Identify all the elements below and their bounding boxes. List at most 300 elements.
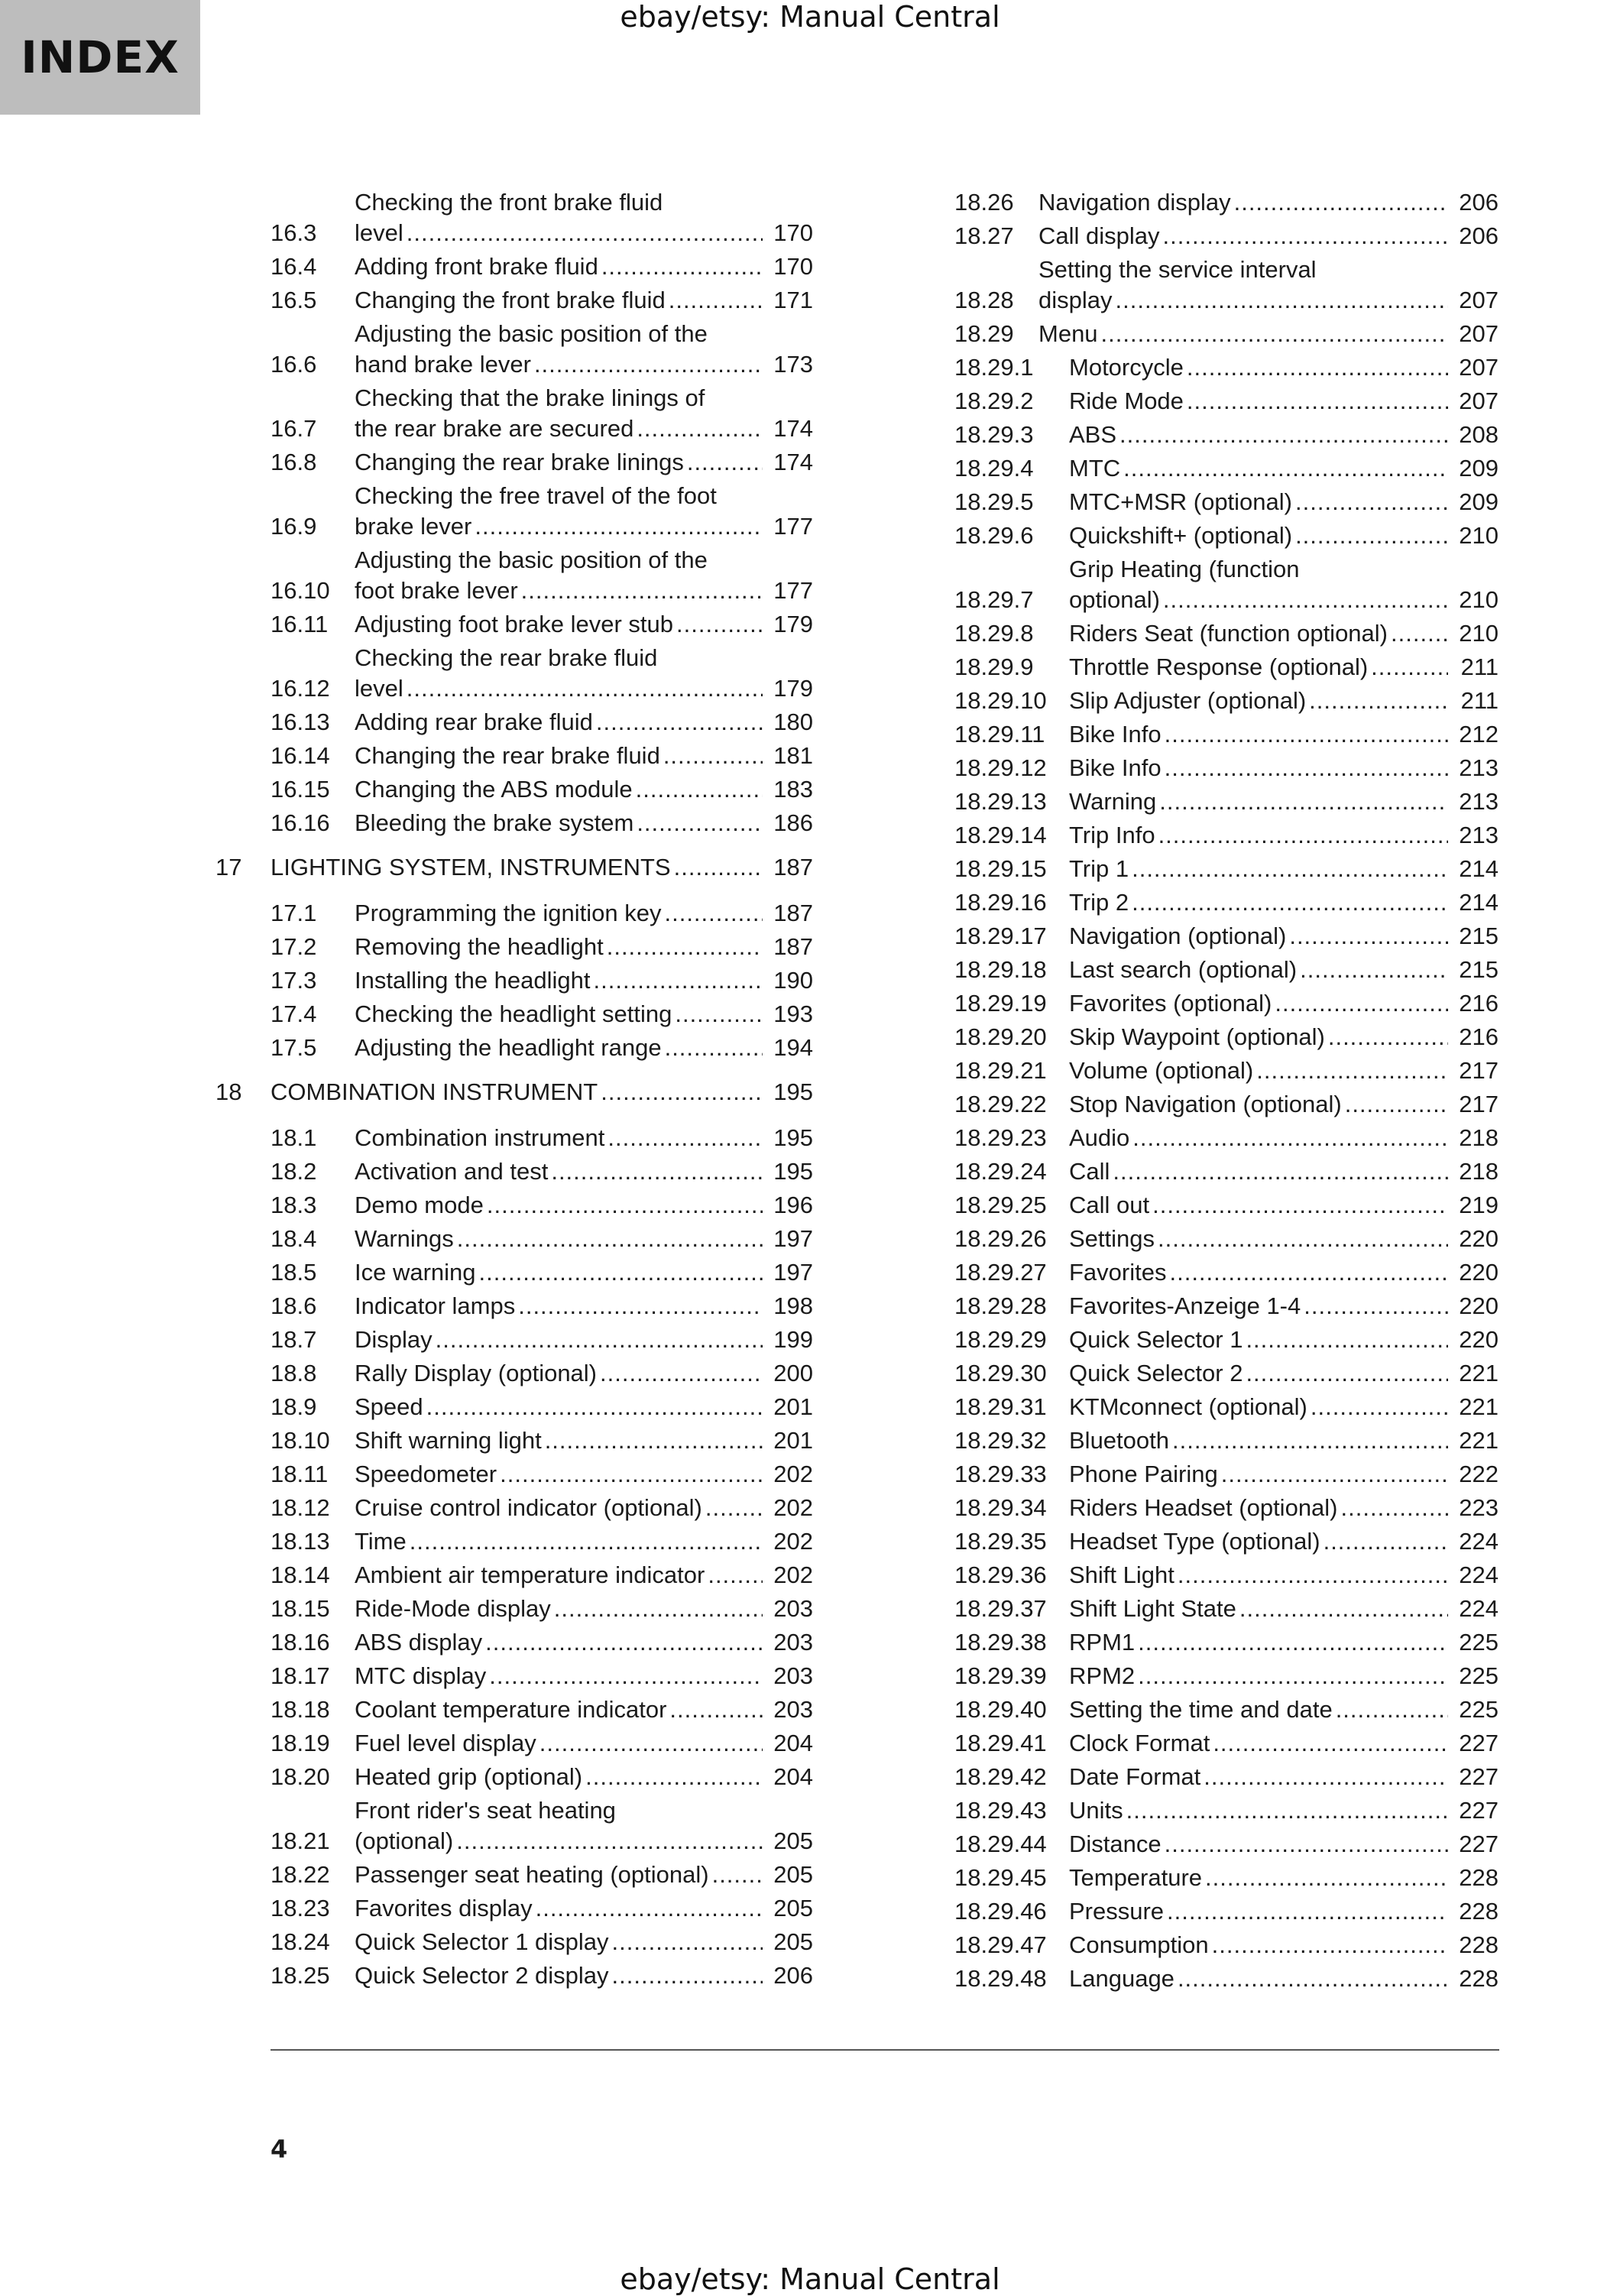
toc-entry-title: Menu xyxy=(1038,320,1098,347)
dot-leader xyxy=(1204,1762,1448,1792)
toc-entry[interactable] xyxy=(271,1156,813,1187)
toc-entry-number: 18.6 xyxy=(271,1292,317,1319)
toc-entry[interactable] xyxy=(954,187,1498,218)
toc-entry-page: 225 xyxy=(1459,1629,1498,1656)
toc-entry-number: 17 xyxy=(215,854,242,880)
toc-entry[interactable] xyxy=(271,741,813,771)
toc-entry[interactable] xyxy=(954,1627,1498,1658)
toc-entry[interactable] xyxy=(954,686,1498,716)
toc-entry[interactable] xyxy=(271,1860,813,1890)
toc-entry[interactable] xyxy=(954,1392,1498,1422)
toc-chapter-entry[interactable] xyxy=(215,852,813,883)
toc-entry-title-line: Adjusting the basic position of the xyxy=(355,546,708,573)
toc-entry-number: 18.14 xyxy=(271,1561,330,1588)
toc-entry-number: 18.29.20 xyxy=(954,1023,1047,1050)
toc-entry-number: 18.22 xyxy=(271,1861,330,1888)
dot-leader xyxy=(1309,686,1448,716)
toc-entry[interactable] xyxy=(271,1123,813,1153)
toc-entry-number: 18.29.40 xyxy=(954,1696,1047,1723)
toc-entry[interactable] xyxy=(954,487,1498,517)
toc-entry[interactable] xyxy=(954,719,1498,750)
toc-entry-number: 18.29.31 xyxy=(954,1393,1047,1420)
footer-watermark: ebay/etsy: Manual Central xyxy=(620,2262,1000,2296)
toc-entry[interactable] xyxy=(271,999,813,1030)
toc-entry-page: 208 xyxy=(1459,421,1498,448)
toc-entry[interactable] xyxy=(271,609,813,640)
toc-entry[interactable] xyxy=(954,887,1498,918)
toc-entry-title: Consumption xyxy=(1069,1931,1209,1958)
dot-leader xyxy=(487,1190,763,1221)
dot-leader xyxy=(1132,887,1448,918)
toc-entry-page: 205 xyxy=(773,1827,813,1854)
toc-entry-page: 181 xyxy=(773,742,813,769)
dot-leader xyxy=(1212,1930,1448,1960)
toc-entry-page: 217 xyxy=(1459,1091,1498,1117)
toc-entry[interactable] xyxy=(271,1893,813,1924)
toc-entry-title: display xyxy=(1038,287,1113,313)
toc-entry[interactable] xyxy=(954,1123,1498,1153)
toc-entry-number: 18.3 xyxy=(271,1192,317,1218)
dot-leader xyxy=(410,1526,763,1557)
dot-leader xyxy=(456,1826,763,1857)
dot-leader xyxy=(518,1291,763,1321)
dot-leader xyxy=(534,349,763,380)
toc-entry[interactable] xyxy=(954,453,1498,484)
toc-entry-title: Favorites display xyxy=(355,1895,533,1921)
toc-entry[interactable] xyxy=(271,1694,813,1725)
toc-entry-page: 205 xyxy=(773,1928,813,1955)
dot-leader xyxy=(1165,753,1448,783)
toc-entry[interactable] xyxy=(954,1089,1498,1120)
dot-leader xyxy=(705,1493,763,1523)
toc-entry-number: 18.4 xyxy=(271,1225,317,1252)
toc-entry[interactable] xyxy=(954,1594,1498,1624)
toc-entry-title: Warning xyxy=(1069,788,1157,815)
toc-entry-title: Navigation display xyxy=(1038,189,1231,216)
toc-entry-page: 187 xyxy=(773,854,813,880)
toc-entry[interactable] xyxy=(271,187,813,248)
toc-entry[interactable] xyxy=(954,1257,1498,1288)
dot-leader xyxy=(1295,487,1448,517)
dot-leader xyxy=(1205,1863,1448,1893)
toc-entry[interactable] xyxy=(271,481,813,542)
toc-entry-number: 18.16 xyxy=(271,1629,330,1656)
toc-entry-title: Volume (optional) xyxy=(1069,1057,1254,1084)
toc-entry[interactable] xyxy=(954,1190,1498,1221)
toc-entry-number: 18.29.15 xyxy=(954,855,1047,882)
toc-entry[interactable] xyxy=(954,1964,1498,1994)
toc-entry-title: MTC display xyxy=(355,1662,487,1689)
toc-entry-number: 16.6 xyxy=(271,351,317,378)
toc-entry-page: 177 xyxy=(773,577,813,604)
toc-entry-page: 212 xyxy=(1459,721,1498,747)
toc-entry-page: 225 xyxy=(1459,1662,1498,1689)
toc-entry-page: 170 xyxy=(773,219,813,246)
toc-entry-title: Favorites (optional) xyxy=(1069,990,1272,1017)
toc-entry[interactable] xyxy=(954,1358,1498,1389)
toc-entry-page: 221 xyxy=(1459,1427,1498,1454)
toc-entry-page: 220 xyxy=(1459,1225,1498,1252)
toc-entry[interactable] xyxy=(271,643,813,704)
toc-entry-page: 213 xyxy=(1459,754,1498,781)
toc-entry-number: 18.29.16 xyxy=(954,889,1047,916)
toc-chapter-entry[interactable] xyxy=(215,1077,813,1107)
toc-entry-page: 221 xyxy=(1459,1360,1498,1386)
toc-entry-page: 210 xyxy=(1459,522,1498,549)
toc-entry[interactable] xyxy=(271,1325,813,1355)
toc-entry-number: 18.20 xyxy=(271,1763,330,1790)
toc-entry[interactable] xyxy=(954,988,1498,1019)
toc-entry-title: hand brake lever xyxy=(355,351,531,378)
toc-entry[interactable] xyxy=(271,808,813,838)
toc-entry[interactable] xyxy=(271,1392,813,1422)
dot-leader xyxy=(1300,955,1448,985)
toc-entry[interactable] xyxy=(271,383,813,444)
toc-entry[interactable] xyxy=(271,1459,813,1490)
dot-leader xyxy=(612,1960,763,1991)
toc-entry-title: Bike Info xyxy=(1069,721,1162,747)
toc-entry-number: 18.7 xyxy=(271,1326,317,1353)
toc-entry[interactable] xyxy=(954,955,1498,985)
toc-entry-page: 204 xyxy=(773,1763,813,1790)
toc-entry-title: Bike Info xyxy=(1069,754,1162,781)
toc-entry[interactable] xyxy=(271,447,813,478)
dot-leader xyxy=(1295,520,1448,551)
toc-entry-number: 18.5 xyxy=(271,1259,317,1286)
toc-entry-page: 213 xyxy=(1459,822,1498,848)
toc-entry[interactable] xyxy=(271,1627,813,1658)
toc-entry-number: 18.29.24 xyxy=(954,1158,1047,1185)
dot-leader xyxy=(1158,820,1448,851)
toc-entry-title: MTC+MSR (optional) xyxy=(1069,488,1292,515)
toc-entry-number: 16.12 xyxy=(271,675,330,702)
toc-entry-title: Shift warning light xyxy=(355,1427,542,1454)
toc-entry-page: 214 xyxy=(1459,855,1498,882)
toc-entry-number: 18.9 xyxy=(271,1393,317,1420)
toc-entry-page: 216 xyxy=(1459,1023,1498,1050)
toc-entry-page: 225 xyxy=(1459,1696,1498,1723)
dot-leader xyxy=(687,447,763,478)
toc-entry-number: 18.29.19 xyxy=(954,990,1047,1017)
dot-leader xyxy=(665,1033,763,1063)
toc-entry-title: Last search (optional) xyxy=(1069,956,1298,983)
dot-leader xyxy=(1123,453,1448,484)
dot-leader xyxy=(1311,1392,1448,1422)
toc-entry[interactable] xyxy=(271,774,813,805)
dot-leader xyxy=(675,999,763,1030)
dot-leader xyxy=(1165,719,1448,750)
toc-entry-title-line: Adjusting the basic position of the xyxy=(355,320,708,347)
toc-entry[interactable] xyxy=(954,1291,1498,1321)
dot-leader xyxy=(545,1425,763,1456)
toc-entry-title: level xyxy=(355,219,403,246)
toc-entry[interactable] xyxy=(271,1425,813,1456)
toc-entry-number: 18.29.42 xyxy=(954,1763,1047,1790)
toc-entry-page: 203 xyxy=(773,1662,813,1689)
dot-leader xyxy=(669,285,763,316)
toc-entry-title-line: Checking the rear brake fluid xyxy=(355,644,658,671)
toc-entry[interactable] xyxy=(954,1694,1498,1725)
toc-entry-title-line: Checking that the brake linings of xyxy=(355,384,705,411)
toc-entry-title: Clock Format xyxy=(1069,1730,1210,1756)
toc-entry[interactable] xyxy=(271,1526,813,1557)
toc-entry-page: 202 xyxy=(773,1494,813,1521)
toc-entry-page: 218 xyxy=(1459,1124,1498,1151)
toc-entry[interactable] xyxy=(954,1863,1498,1893)
toc-entry[interactable] xyxy=(954,921,1498,952)
toc-entry[interactable] xyxy=(954,520,1498,551)
toc-entry-number: 18.29.23 xyxy=(954,1124,1047,1151)
toc-entry-page: 202 xyxy=(773,1461,813,1487)
toc-entry-page: 187 xyxy=(773,900,813,926)
toc-entry[interactable] xyxy=(954,1829,1498,1860)
toc-entry-title: Favorites-Anzeige 1-4 xyxy=(1069,1292,1301,1319)
toc-entry[interactable] xyxy=(271,1493,813,1523)
toc-entry-number: 18.29.18 xyxy=(954,956,1047,983)
toc-entry-title: Trip 1 xyxy=(1069,855,1129,882)
toc-entry[interactable] xyxy=(271,1728,813,1759)
dot-leader xyxy=(607,932,763,962)
dot-leader xyxy=(407,218,763,248)
toc-entry-title: Rally Display (optional) xyxy=(355,1360,598,1386)
toc-entry[interactable] xyxy=(954,1056,1498,1086)
toc-entry-page: 174 xyxy=(773,449,813,475)
toc-entry[interactable] xyxy=(271,898,813,929)
toc-entry[interactable] xyxy=(954,420,1498,450)
toc-entry-page: 203 xyxy=(773,1629,813,1656)
toc-entry-number: 18.29.33 xyxy=(954,1461,1047,1487)
toc-entry[interactable] xyxy=(954,1425,1498,1456)
toc-entry-number: 18.29.47 xyxy=(954,1931,1047,1958)
toc-entry[interactable] xyxy=(271,1594,813,1624)
toc-entry[interactable] xyxy=(954,352,1498,383)
toc-entry[interactable] xyxy=(271,1762,813,1792)
dot-leader xyxy=(1221,1459,1448,1490)
toc-entry-number: 16.13 xyxy=(271,709,330,735)
toc-entry[interactable] xyxy=(271,319,813,380)
toc-entry[interactable] xyxy=(954,753,1498,783)
toc-entry-page: 207 xyxy=(1459,320,1498,347)
toc-entry-number: 18.1 xyxy=(271,1124,317,1151)
toc-entry[interactable] xyxy=(954,820,1498,851)
toc-entry[interactable] xyxy=(271,1795,813,1857)
toc-entry-number: 18.29.37 xyxy=(954,1595,1047,1622)
toc-entry-page: 210 xyxy=(1459,620,1498,647)
toc-entry-title: Distance xyxy=(1069,1831,1162,1857)
toc-entry-title: Quick Selector 1 display xyxy=(355,1928,609,1955)
toc-entry[interactable] xyxy=(954,1560,1498,1591)
toc-entry-title: Adjusting foot brake lever stub xyxy=(355,611,674,637)
toc-entry[interactable] xyxy=(271,932,813,962)
toc-entry-number: 18.29.45 xyxy=(954,1864,1047,1891)
toc-entry-title: RPM2 xyxy=(1069,1662,1136,1689)
dot-leader xyxy=(536,1893,763,1924)
toc-entry-number: 18.29.43 xyxy=(954,1797,1047,1824)
dot-leader xyxy=(1187,352,1448,383)
toc-entry[interactable] xyxy=(954,554,1498,615)
dot-leader xyxy=(596,707,763,738)
toc-entry-title: Motorcycle xyxy=(1069,354,1184,381)
toc-entry-number: 18.29.8 xyxy=(954,620,1034,647)
toc-entry[interactable] xyxy=(954,854,1498,884)
toc-entry[interactable] xyxy=(271,285,813,316)
dot-leader xyxy=(1234,187,1448,218)
toc-entry-page: 201 xyxy=(773,1393,813,1420)
toc-entry[interactable] xyxy=(271,1358,813,1389)
toc-entry-number: 18.29.1 xyxy=(954,354,1034,381)
toc-entry[interactable] xyxy=(271,1257,813,1288)
toc-entry-page: 227 xyxy=(1459,1730,1498,1756)
toc-entry[interactable] xyxy=(271,1661,813,1691)
toc-entry-title: Quick Selector 2 xyxy=(1069,1360,1243,1386)
toc-entry-number: 18.27 xyxy=(954,222,1014,249)
dot-leader xyxy=(1239,1594,1448,1624)
toc-entry-title: Changing the rear brake fluid xyxy=(355,742,660,769)
toc-entry-title: Speedometer xyxy=(355,1461,497,1487)
toc-entry-number: 18.28 xyxy=(954,287,1014,313)
toc-entry-page: 179 xyxy=(773,611,813,637)
dot-leader xyxy=(475,511,763,542)
toc-entry-title: Riders Headset (optional) xyxy=(1069,1494,1338,1521)
toc-entry-title: Warnings xyxy=(355,1225,454,1252)
toc-entry-page: 206 xyxy=(773,1962,813,1989)
dot-leader xyxy=(636,774,763,805)
toc-entry[interactable] xyxy=(954,1896,1498,1927)
toc-entry[interactable] xyxy=(271,251,813,282)
toc-entry-title: ABS display xyxy=(355,1629,483,1656)
toc-entry[interactable] xyxy=(271,1190,813,1221)
toc-entry-title: LIGHTING SYSTEM, INSTRUMENTS xyxy=(271,854,671,880)
toc-entry[interactable] xyxy=(954,221,1498,251)
dot-leader xyxy=(1336,1694,1448,1725)
toc-entry-number: 18.29.11 xyxy=(954,721,1045,747)
toc-entry[interactable] xyxy=(954,386,1498,417)
toc-entry-title: Combination instrument xyxy=(355,1124,605,1151)
page-number: 4 xyxy=(271,2135,288,2164)
toc-entry-title: Bleeding the brake system xyxy=(355,809,634,836)
dot-leader xyxy=(1163,221,1448,251)
toc-entry[interactable] xyxy=(271,1033,813,1063)
toc-entry[interactable] xyxy=(271,1291,813,1321)
toc-entry-number: 18.13 xyxy=(271,1528,330,1555)
dot-leader xyxy=(663,741,763,771)
toc-entry[interactable] xyxy=(954,1762,1498,1792)
toc-entry[interactable] xyxy=(271,1224,813,1254)
toc-entry[interactable] xyxy=(954,1728,1498,1759)
toc-entry[interactable] xyxy=(954,1930,1498,1960)
toc-entry-title-line: Checking the free travel of the foot xyxy=(355,482,717,509)
toc-entry-title: Indicator lamps xyxy=(355,1292,516,1319)
toc-entry[interactable] xyxy=(954,1325,1498,1355)
toc-entry[interactable] xyxy=(954,1795,1498,1826)
toc-entry-title: Call xyxy=(1069,1158,1110,1185)
footer-divider xyxy=(271,2049,1499,2051)
toc-entry-number: 18.29.9 xyxy=(954,653,1034,680)
toc-entry-page: 224 xyxy=(1459,1528,1498,1555)
dot-leader xyxy=(1132,854,1448,884)
toc-entry-page: 228 xyxy=(1459,1898,1498,1925)
toc-entry-number: 16.5 xyxy=(271,287,317,313)
toc-entry[interactable] xyxy=(954,1526,1498,1557)
toc-entry-page: 211 xyxy=(1460,687,1498,714)
toc-entry[interactable] xyxy=(954,618,1498,649)
toc-entry[interactable] xyxy=(271,545,813,606)
dot-leader xyxy=(1116,285,1449,316)
toc-entry[interactable] xyxy=(954,1661,1498,1691)
toc-entry-page: 197 xyxy=(773,1225,813,1252)
toc-entry-title: Slip Adjuster (optional) xyxy=(1069,687,1307,714)
toc-entry-number: 18.29.38 xyxy=(954,1629,1047,1656)
toc-entry[interactable] xyxy=(954,1156,1498,1187)
toc-entry-number: 18.2 xyxy=(271,1158,317,1185)
toc-entry-title: Call display xyxy=(1038,222,1160,249)
toc-entry[interactable] xyxy=(271,1560,813,1591)
toc-entry-number: 18.12 xyxy=(271,1494,330,1521)
toc-entry-title: Coolant temperature indicator xyxy=(355,1696,667,1723)
toc-entry[interactable] xyxy=(954,1459,1498,1490)
dot-leader xyxy=(664,898,763,929)
toc-entry-title: Bluetooth xyxy=(1069,1427,1169,1454)
toc-entry[interactable] xyxy=(954,1224,1498,1254)
toc-entry-number: 17.4 xyxy=(271,1000,317,1027)
toc-entry-page: 174 xyxy=(773,415,813,442)
dot-leader xyxy=(1341,1493,1448,1523)
toc-entry-number: 18.29.30 xyxy=(954,1360,1047,1386)
toc-entry-number: 16.3 xyxy=(271,219,317,246)
toc-entry-number: 16.8 xyxy=(271,449,317,475)
toc-entry-number: 18.23 xyxy=(271,1895,330,1921)
toc-entry[interactable] xyxy=(954,652,1498,683)
toc-entry[interactable] xyxy=(271,1960,813,1991)
dot-leader xyxy=(500,1459,763,1490)
toc-entry[interactable] xyxy=(271,1927,813,1957)
toc-entry[interactable] xyxy=(271,965,813,996)
toc-entry-title: Checking the headlight setting xyxy=(355,1000,672,1027)
toc-entry[interactable] xyxy=(954,1493,1498,1523)
toc-entry-page: 221 xyxy=(1459,1393,1498,1420)
dot-leader xyxy=(521,576,763,606)
dot-leader xyxy=(585,1762,763,1792)
toc-entry-page: 195 xyxy=(773,1124,813,1151)
toc-entry-title: Heated grip (optional) xyxy=(355,1763,583,1790)
toc-entry-page: 211 xyxy=(1460,653,1498,680)
toc-entry[interactable] xyxy=(954,1022,1498,1052)
toc-entry-page: 177 xyxy=(773,513,813,540)
toc-entry-page: 207 xyxy=(1459,388,1498,414)
toc-entry-title: Changing the front brake fluid xyxy=(355,287,666,313)
toc-entry-title: Trip Info xyxy=(1069,822,1155,848)
toc-entry-number: 18.29.29 xyxy=(954,1326,1047,1353)
toc-entry-number: 18.18 xyxy=(271,1696,330,1723)
dot-leader xyxy=(457,1224,763,1254)
toc-entry-title: optional) xyxy=(1069,586,1160,613)
toc-entry[interactable] xyxy=(271,707,813,738)
toc-entry-page: 196 xyxy=(773,1192,813,1218)
dot-leader xyxy=(1138,1627,1448,1658)
toc-entry-title: Navigation (optional) xyxy=(1069,923,1287,949)
toc-entry[interactable] xyxy=(954,786,1498,817)
toc-entry-page: 198 xyxy=(773,1292,813,1319)
toc-entry-number: 16.15 xyxy=(271,776,330,803)
toc-entry-title: RPM1 xyxy=(1069,1629,1136,1656)
toc-entry-number: 18 xyxy=(215,1078,242,1105)
header-watermark: ebay/etsy: Manual Central xyxy=(620,0,1000,34)
dot-leader xyxy=(612,1927,763,1957)
toc-entry-page: 220 xyxy=(1459,1259,1498,1286)
toc-right-column xyxy=(954,187,1498,1997)
toc-entry[interactable] xyxy=(954,319,1498,349)
toc-entry[interactable] xyxy=(954,255,1498,316)
